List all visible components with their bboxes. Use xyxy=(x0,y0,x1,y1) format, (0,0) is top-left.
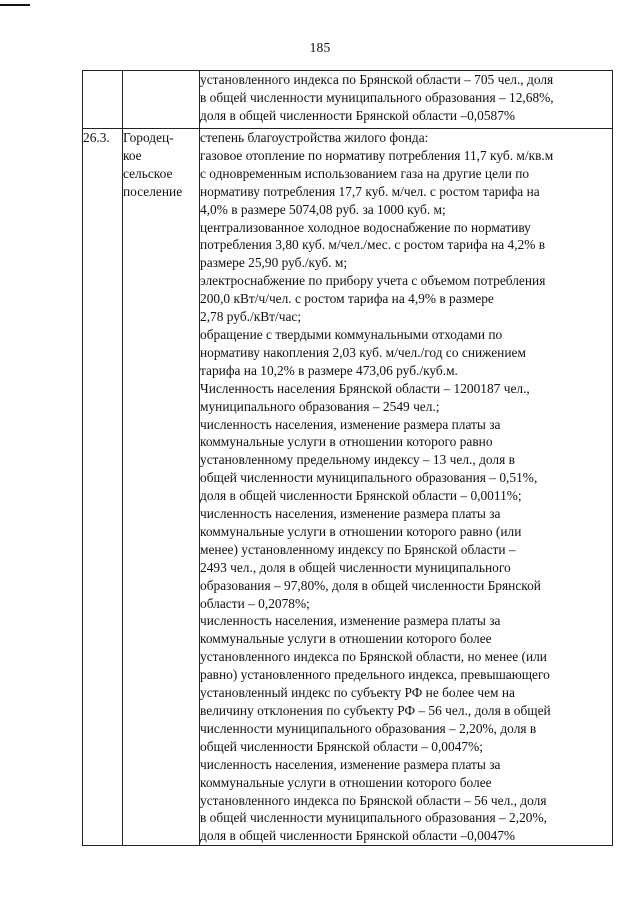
text-line: 2,78 руб./кВт/час; xyxy=(200,309,302,325)
description-cell xyxy=(200,71,613,129)
text-line: равно) установленного предельного индекса, превышающего xyxy=(200,667,550,683)
text-line: установленному предельному индексу – 13 чел., доля в xyxy=(200,452,515,468)
table-row-continued xyxy=(83,71,613,129)
text-line: численность населения, изменение размера платы за xyxy=(200,756,501,772)
text-line: в общей численности муниципального образования – 12,68%, xyxy=(200,89,554,105)
text-line: доля в общей численности Брянской области – 0,0011%; xyxy=(200,488,522,504)
text-line: централизованное холодное водоснабжение по нормативу xyxy=(200,219,531,235)
municipal-data-table xyxy=(82,70,613,846)
text-line: с одновременным использованием газа на другие цели по xyxy=(200,165,530,181)
text-line: установленного индекса по Брянской области – 56 чел., доля xyxy=(200,792,547,808)
text-line: тарифа на 10,2% в размере 473,06 руб./куб.м. xyxy=(200,362,458,378)
text-line: Численность населения Брянской области – 1200187 чел., xyxy=(200,380,530,396)
text-line: кое xyxy=(123,147,142,163)
text-line: нормативу накопления 2,03 куб. м/чел./год со снижением xyxy=(200,344,526,360)
text-line: электроснабжение по прибору учета с объемом потребления xyxy=(200,273,546,289)
text-line: степень благоустройства жилого фонда: xyxy=(200,130,429,145)
text-line: численность населения, изменение размера платы за xyxy=(200,613,501,629)
text-line: нормативу потребления 17,7 куб. м/чел. с ростом тарифа на xyxy=(200,183,540,199)
description-cell xyxy=(200,129,613,846)
text-line: размере 25,90 руб./куб. м; xyxy=(200,255,348,271)
row-number-cell xyxy=(83,71,123,129)
row-number-cell: 26.3. xyxy=(83,129,123,846)
text-line: Городец- xyxy=(123,130,174,145)
text-line: общей численности Брянской области – 0,0047%; xyxy=(200,738,483,754)
text-line: установленного индекса по Брянской области, но менее (или xyxy=(200,649,547,665)
text-line: в общей численности муниципального образования – 2,20%, xyxy=(200,810,547,826)
text-line: величину отклонения по субъекту РФ – 56 чел., доля в общей xyxy=(200,703,551,718)
text-line: установленный индекс по субъекту РФ не более чем на xyxy=(200,685,515,701)
text-line: менее) установленному индексу по Брянской области – xyxy=(200,541,516,557)
municipality-name-cell xyxy=(123,71,200,129)
table-row-26-3 xyxy=(83,129,613,846)
text-line: обращение с твердыми коммунальными отходами по xyxy=(200,326,503,342)
text-line: установленного индекса по Брянской области – 705 чел., доля xyxy=(200,72,554,87)
text-line: коммунальные услуги в отношении которого более xyxy=(200,774,492,790)
text-line: коммунальные услуги в отношении которого более xyxy=(200,631,492,647)
text-line: области – 0,2078%; xyxy=(200,595,310,611)
text-line: коммунальные услуги в отношении которого равно xyxy=(200,434,493,450)
text-line: 2493 чел., доля в общей численности муниципального xyxy=(200,559,511,575)
municipality-name-cell xyxy=(123,129,200,846)
text-line: численности муниципального образования – 2,20%, доля в xyxy=(200,720,537,736)
text-line: муниципального образования – 2549 чел.; xyxy=(200,398,440,414)
corner-line-mark xyxy=(0,4,30,6)
text-line: доля в общей численности Брянской области –0,0587% xyxy=(200,107,516,123)
page-number: 185 xyxy=(309,40,331,55)
text-line: коммунальные услуги в отношении которого равно (или xyxy=(200,523,522,539)
text-line: газовое отопление по нормативу потребления 11,7 куб. м/кв.м xyxy=(200,147,554,163)
text-line: образования – 97,80%, доля в общей численности Брянской xyxy=(200,577,541,593)
text-line: общей численности муниципального образования – 0,51%, xyxy=(200,470,538,486)
text-line: доля в общей численности Брянской области –0,0047% xyxy=(200,828,516,844)
text-line: 200,0 кВт/ч/чел. с ростом тарифа на 4,9% в размере xyxy=(200,291,494,307)
text-line: численность населения, изменение размера платы за xyxy=(200,506,501,522)
text-line: сельское xyxy=(123,165,173,181)
text-line: 4,0% в размере 5074,08 руб. за 1000 куб. м; xyxy=(200,201,446,217)
text-line: потребления 3,80 куб. м/чел./мес. с ростом тарифа на 4,2% в xyxy=(200,237,546,253)
text-line: поселение xyxy=(123,183,183,199)
text-line: численность населения, изменение размера платы за xyxy=(200,416,501,432)
